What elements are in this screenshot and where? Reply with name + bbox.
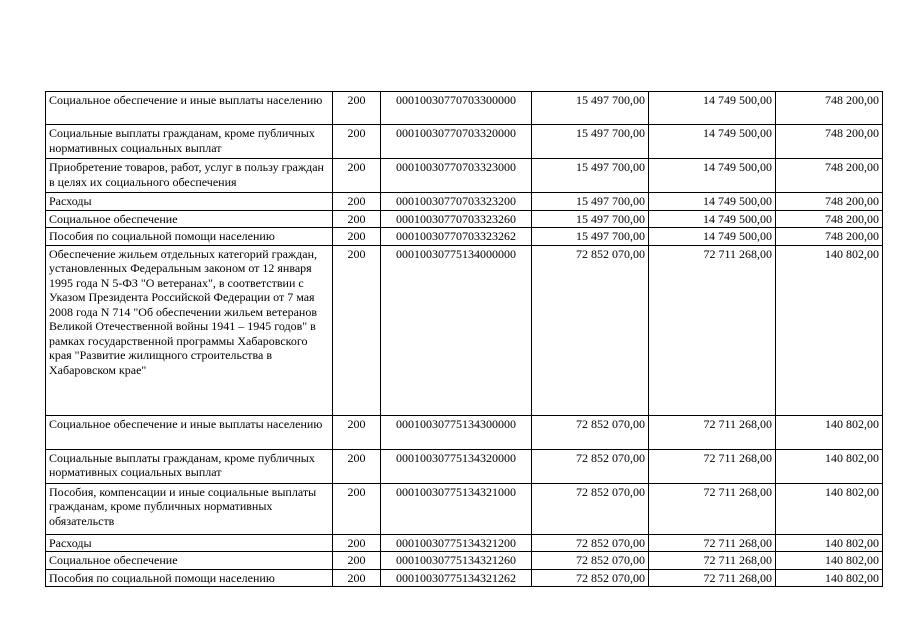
cell-code: 200 [333,483,381,534]
cell-value-2: 72 711 268,00 [649,483,776,534]
cell-value-3: 748 200,00 [776,228,883,246]
cell-value-2: 14 749 500,00 [649,193,776,211]
cell-value-1: 72 852 070,00 [532,415,649,449]
cell-kbk: 00010030770703300000 [381,92,532,125]
cell-kbk: 00010030775134321200 [381,534,532,552]
cell-value-3: 140 802,00 [776,569,883,587]
cell-kbk: 00010030770703323260 [381,210,532,228]
cell-code: 200 [333,159,381,193]
cell-name: Социальное обеспечение и иные выплаты населению [46,415,333,449]
cell-value-2: 14 749 500,00 [649,159,776,193]
cell-value-1: 15 497 700,00 [532,125,649,159]
cell-value-2: 14 749 500,00 [649,125,776,159]
cell-value-2: 72 711 268,00 [649,449,776,483]
cell-value-1: 15 497 700,00 [532,210,649,228]
cell-value-3: 140 802,00 [776,415,883,449]
cell-kbk: 00010030770703323262 [381,228,532,246]
cell-code: 200 [333,569,381,587]
cell-name: Пособия, компенсации и иные социальные выплаты гражданам, кроме публичных нормативных обязательств [46,483,333,534]
cell-code: 200 [333,193,381,211]
table-row [46,483,883,534]
cell-kbk: 00010030775134300000 [381,415,532,449]
cell-code: 200 [333,552,381,570]
cell-value-2: 72 711 268,00 [649,552,776,570]
cell-kbk: 00010030775134321260 [381,552,532,570]
cell-code: 200 [333,210,381,228]
cell-code: 200 [333,245,381,415]
cell-value-1: 15 497 700,00 [532,228,649,246]
cell-value-2: 72 711 268,00 [649,569,776,587]
cell-code: 200 [333,449,381,483]
cell-value-3: 140 802,00 [776,449,883,483]
cell-code: 200 [333,534,381,552]
cell-value-2: 14 749 500,00 [649,92,776,125]
table-row [46,125,883,159]
cell-value-1: 15 497 700,00 [532,159,649,193]
cell-value-1: 72 852 070,00 [532,449,649,483]
cell-name: Социальные выплаты гражданам, кроме публичных нормативных социальных выплат [46,449,333,483]
table-row [46,569,883,587]
cell-value-3: 140 802,00 [776,483,883,534]
cell-kbk: 00010030775134000000 [381,245,532,415]
cell-value-3: 140 802,00 [776,552,883,570]
table-row [46,210,883,228]
cell-value-1: 72 852 070,00 [532,245,649,415]
table-row [46,92,883,125]
cell-code: 200 [333,125,381,159]
cell-name: Социальное обеспечение [46,552,333,570]
cell-value-2: 14 749 500,00 [649,210,776,228]
cell-value-3: 748 200,00 [776,92,883,125]
table-body [46,92,883,587]
cell-name: Социальное обеспечение [46,210,333,228]
cell-name: Расходы [46,534,333,552]
cell-value-1: 72 852 070,00 [532,552,649,570]
table-row [46,449,883,483]
cell-value-1: 72 852 070,00 [532,483,649,534]
cell-value-3: 748 200,00 [776,193,883,211]
cell-value-3: 748 200,00 [776,159,883,193]
cell-kbk: 00010030775134321262 [381,569,532,587]
budget-table [45,91,883,587]
cell-value-3: 140 802,00 [776,534,883,552]
cell-value-2: 14 749 500,00 [649,228,776,246]
cell-name: Расходы [46,193,333,211]
cell-value-3: 748 200,00 [776,210,883,228]
cell-name: Пособия по социальной помощи населению [46,569,333,587]
cell-value-1: 15 497 700,00 [532,92,649,125]
cell-value-3: 140 802,00 [776,245,883,415]
cell-code: 200 [333,92,381,125]
cell-value-1: 72 852 070,00 [532,569,649,587]
cell-value-2: 72 711 268,00 [649,245,776,415]
cell-kbk: 00010030775134321000 [381,483,532,534]
cell-kbk: 00010030770703323000 [381,159,532,193]
cell-name: Приобретение товаров, работ, услуг в пользу граждан в целях их социального обеспечения [46,159,333,193]
table-row [46,534,883,552]
cell-value-2: 72 711 268,00 [649,534,776,552]
table-row [46,245,883,415]
cell-kbk: 00010030770703323200 [381,193,532,211]
cell-name: Пособия по социальной помощи населению [46,228,333,246]
cell-value-1: 15 497 700,00 [532,193,649,211]
cell-value-3: 748 200,00 [776,125,883,159]
cell-name: Социальное обеспечение и иные выплаты населению [46,92,333,125]
cell-code: 200 [333,415,381,449]
cell-kbk: 00010030775134320000 [381,449,532,483]
cell-value-2: 72 711 268,00 [649,415,776,449]
table-row [46,193,883,211]
table-row [46,159,883,193]
cell-name: Социальные выплаты гражданам, кроме публичных нормативных социальных выплат [46,125,333,159]
cell-kbk: 00010030770703320000 [381,125,532,159]
cell-name: Обеспечение жильем отдельных категорий граждан, установленных Федеральным законом от 12 января 1995 года N 5-ФЗ "О ветеранах", в соответствии с Указом Президента Российской Федерации от 7 мая 2008 года N 714 "Об обеспечении жильем ветеранов Великой Отечественной войны 1941 – 1945 годов" в рамках государственной программы Хабаровского края "Развитие жилищного строительства в Хабаровском крае" [46,245,333,415]
table-row [46,228,883,246]
table-row [46,552,883,570]
cell-code: 200 [333,228,381,246]
cell-value-1: 72 852 070,00 [532,534,649,552]
table-row [46,415,883,449]
